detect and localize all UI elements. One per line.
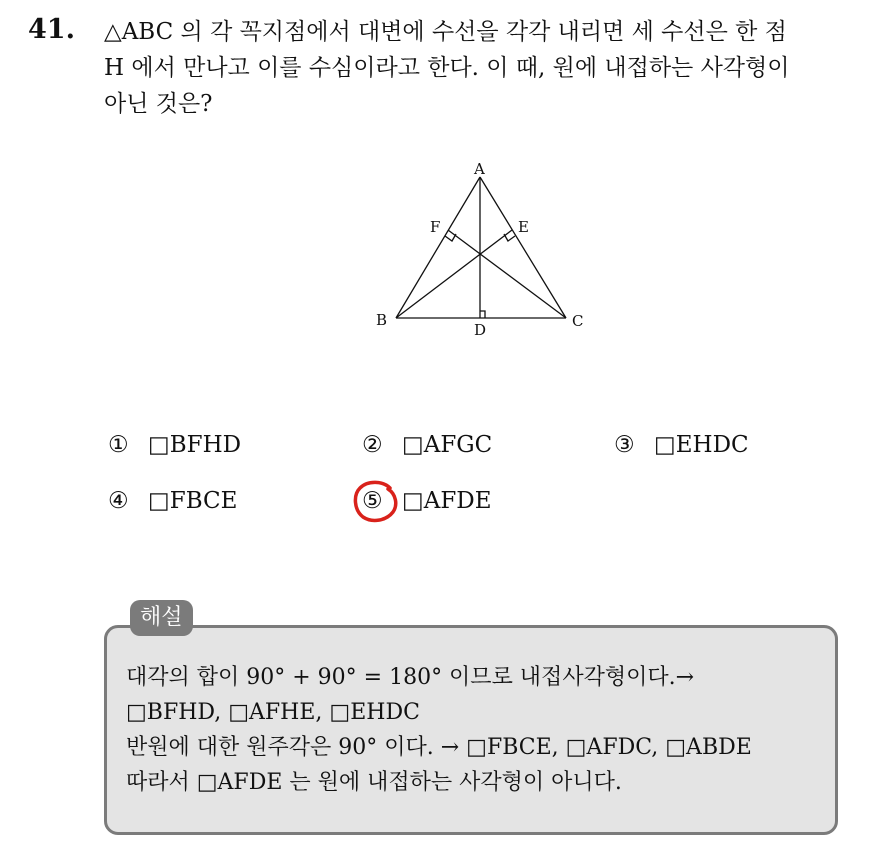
- label-e: E: [518, 218, 529, 236]
- label-c: C: [572, 312, 584, 330]
- choice-number: ③: [614, 432, 635, 458]
- choice-4[interactable]: [108, 488, 237, 514]
- choice-2[interactable]: [362, 432, 492, 458]
- label-b: B: [376, 311, 388, 329]
- altitude-cf: [448, 230, 566, 318]
- solution-line: □BFHD, □AFHE, □EHDC: [126, 700, 420, 725]
- label-a: A: [474, 160, 485, 178]
- triangle-lines: [396, 177, 566, 318]
- choice-1[interactable]: [108, 432, 241, 458]
- right-angle-d: [480, 311, 485, 318]
- label-f: F: [430, 218, 441, 236]
- answer-circle-mark: [350, 478, 400, 526]
- triangle-figure: [366, 158, 606, 348]
- choice-label: □BFHD: [148, 432, 242, 458]
- question-line: 아닌 것은?: [104, 91, 213, 117]
- label-d: D: [474, 321, 487, 339]
- question-line: H 에서 만나고 이를 수심이라고 한다. 이 때, 원에 내접하는 사각형이: [104, 55, 790, 81]
- question-number: 41.: [28, 14, 75, 45]
- question-line: △ABC 의 각 꼭지점에서 대변에 수선을 각각 내리면 세 수선은 한 점: [104, 19, 787, 45]
- question-text: [104, 14, 874, 122]
- choice-label: □AFDE: [402, 488, 492, 514]
- choice-number: ⑤: [362, 488, 383, 514]
- solution-line: 따라서 □AFDE 는 원에 내접하는 사각형이 아니다.: [126, 770, 622, 795]
- side-ac: [480, 177, 566, 318]
- choice-label: □AFGC: [402, 432, 493, 458]
- altitude-be: [396, 230, 512, 318]
- solution-tag: 해설: [130, 600, 193, 636]
- choice-number: ①: [108, 432, 129, 458]
- choice-3[interactable]: [614, 432, 749, 458]
- choice-number: ④: [108, 488, 129, 514]
- choice-label: □FBCE: [148, 488, 238, 514]
- solution-line: 대각의 합이 90° + 90° = 180° 이므로 내접사각형이다.→: [126, 665, 694, 690]
- solution-line: 반원에 대한 원주각은 90° 이다. → □FBCE, □AFDC, □ABDE: [126, 735, 752, 760]
- choice-number: ②: [362, 432, 383, 458]
- choice-label: □EHDC: [654, 432, 749, 458]
- solution-text: [126, 660, 836, 800]
- side-ab: [396, 177, 480, 318]
